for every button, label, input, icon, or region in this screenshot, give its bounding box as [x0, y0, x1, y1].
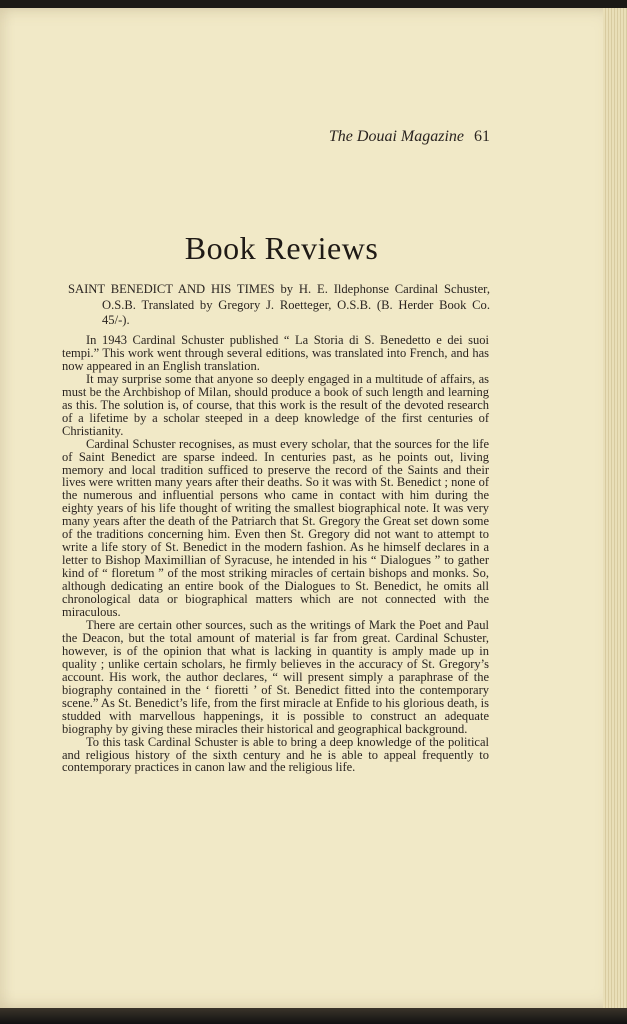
bottom-shadow — [0, 1008, 627, 1024]
review-body — [62, 334, 489, 774]
book-entry: SAINT BENEDICT AND HIS TIMES by H. E. Ildephonse Cardinal Schuster, O.S.B. Translated by Gregory J. Roetteger, O.S.B. (B. Herder Book Co. 45/-). — [68, 282, 490, 327]
running-head — [329, 128, 490, 146]
page-edges — [603, 8, 627, 1008]
paragraph: It may surprise some that anyone so deeply engaged in a multitude of affairs, as must be the Archbishop of Milan, should produce a book of such length and learning as this. The solution is, of course, that this work is the result of the devoted research of a lifetime by a scholar steeped in a deep knowledge of the first centuries of Christianity. — [62, 371, 489, 438]
magazine-title: The Douai Magazine — [328, 128, 464, 145]
paragraph: There are certain other sources, such as the writings of Mark the Poet and Paul the Deacon, but the total amount of material is far from great. Cardinal Schuster, however, is of the opinion that what is lacking in quantity is amply made up in quality ; unlike certain scholars, he firmly believes in the accuracy of St. Gregory’s account. His work, the author declares, “ will present simply a paraphrase of the biography contained in the ‘ fioretti ’ of St. Benedict fitted into the contemporary scene.” As St. Benedict’s life, from the first miracle at Enfide to his glorious death, is studded with marvellous happenings, it is possible to construct an adequate biography by giving these miracles their historical and geographical background. — [62, 617, 489, 736]
paragraph: Cardinal Schuster recognises, as must every scholar, that the sources for the life of Saint Benedict are sparse indeed. In centuries past, as he points out, living memory and local tradition sufficed to preserve the record of the Saints and their lives were written many years after their deaths. So it was with St. Benedict ; none of the numerous and influential persons who came in contact with him during the eighty years of his life thought of writing the smallest biographical note. It was very many years after the death of the Patriarch that St. Gregory the Great set down some of the traditions concerning him. Even then St. Gregory did not want to attempt to write a life story of St. Benedict in the modern fashion. As he himself declares in a letter to Bishop Maximillian of Syracuse, he intended in his “ Dialogues ” to gather kind of “ floretum ” of the most striking miracles of certain bishops and monks. So, although dedicating an entire book of the Dialogues to St. Benedict, he omits all chronological data or biographical matters which are not connected with the miraculous. — [62, 436, 489, 620]
section-title: Book Reviews — [184, 230, 379, 266]
page-number: 61 — [474, 128, 490, 145]
paragraph: In 1943 Cardinal Schuster published “ La Storia di S. Benedetto e dei suoi tempi.” This work went through several editions, was translated into French, and has now appeared in an English translation. — [62, 333, 489, 373]
paragraph: To this task Cardinal Schuster is able to bring a deep knowledge of the political and religious history of the sixth century and he is able to appeal frequently to contemporary practices in canon law and the religious life. — [62, 734, 489, 775]
